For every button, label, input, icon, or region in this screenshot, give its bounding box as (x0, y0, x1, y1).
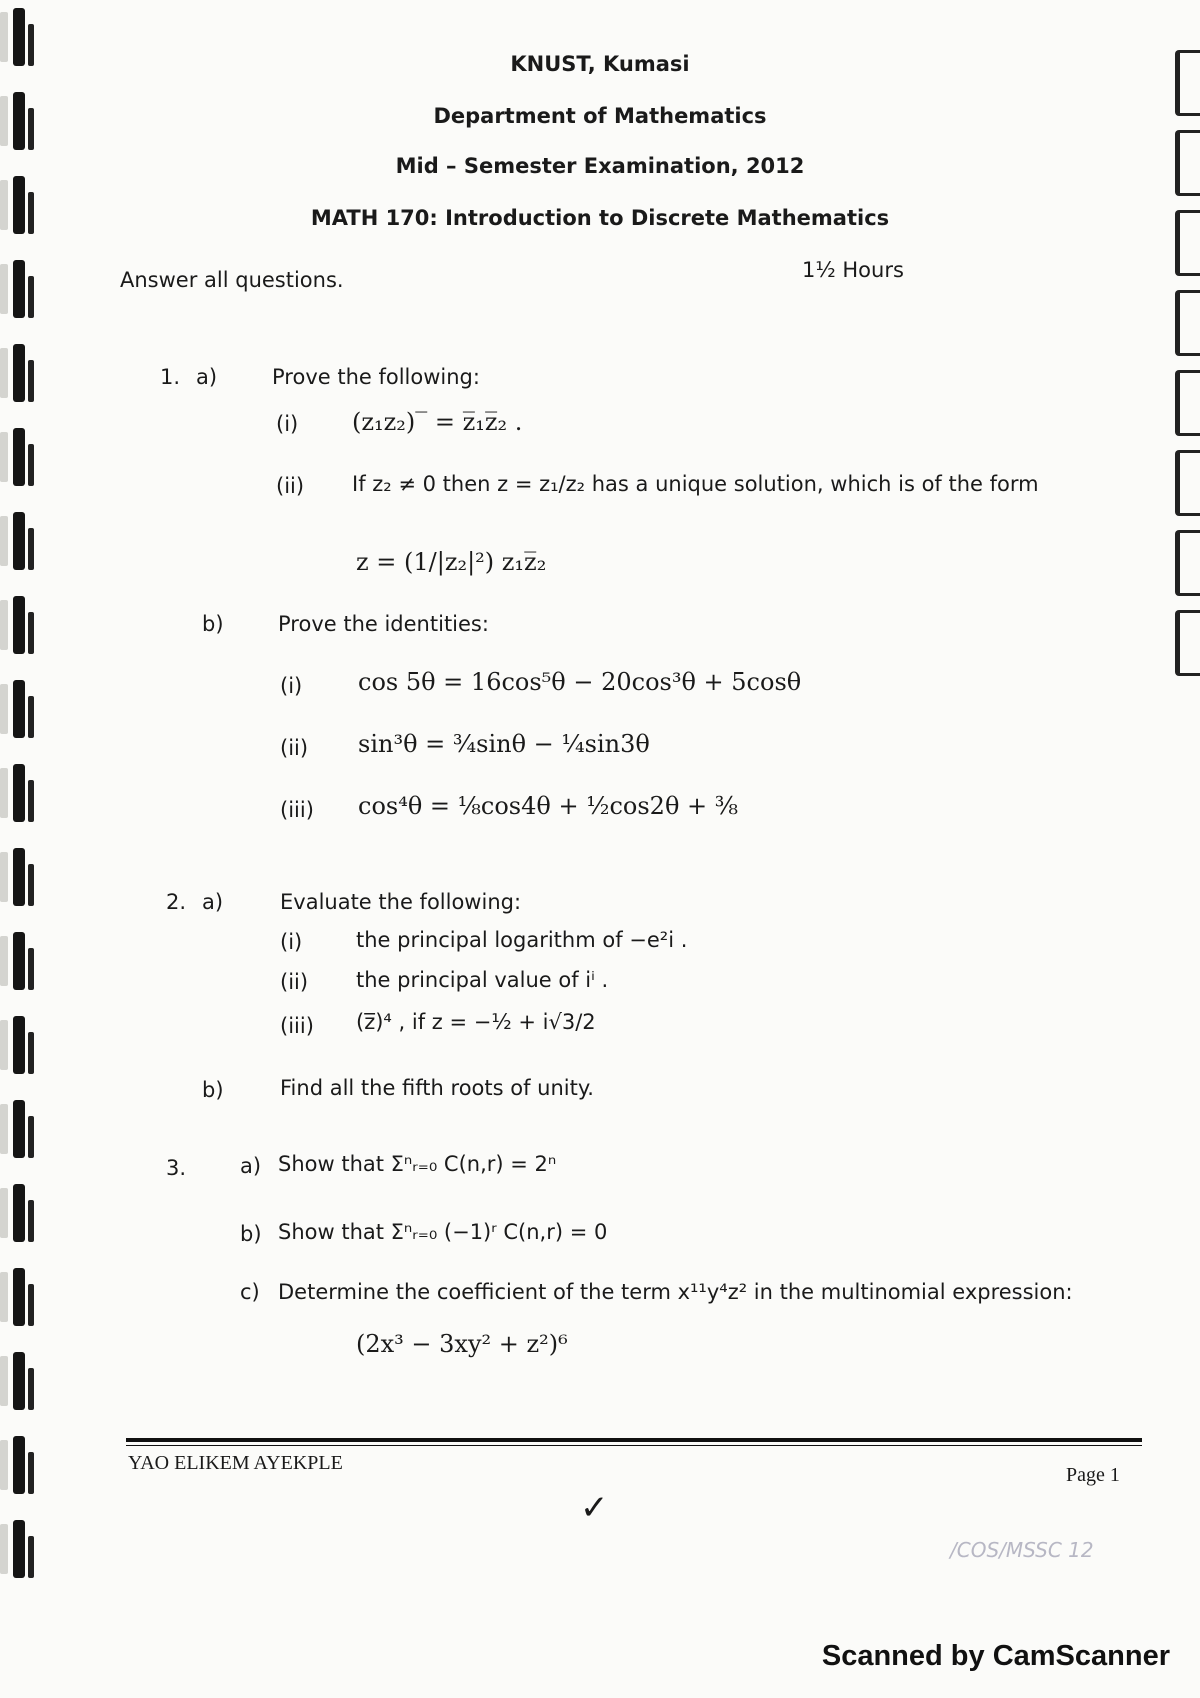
q2a-iii-text: (z̅)⁴ , if z = −½ + i√3/2 (356, 1010, 596, 1034)
reference-code: /COS/MSSC 12 (950, 1538, 1094, 1562)
footer-rule (126, 1438, 1142, 1442)
q3a-label: a) (240, 1154, 262, 1178)
q1a-ii-label: (ii) (276, 474, 305, 498)
q3b-text: Show that Σⁿᵣ₌₀ (−1)ʳ C(n,r) = 0 (278, 1220, 608, 1244)
q3c-label: c) (240, 1280, 260, 1304)
q3c-text: Determine the coefficient of the term x¹¹y⁴z² in the multinomial expression: (278, 1280, 1073, 1304)
q2a-i-text: the principal logarithm of −e²i . (356, 928, 688, 952)
duration: 1½ Hours (802, 258, 904, 282)
footer-rule-thin (126, 1445, 1142, 1446)
q2b-label: b) (202, 1078, 224, 1102)
q3-number: 3. (166, 1156, 187, 1180)
q2a-label: a) (202, 890, 224, 914)
exam-heading: Mid – Semester Examination, 2012 (395, 154, 805, 178)
author-name: YAO ELIKEM AYEKPLE (128, 1452, 343, 1474)
q2a-ii-label: (ii) (280, 970, 309, 994)
course-heading: MATH 170: Introduction to Discrete Mathematics (310, 206, 890, 230)
q1b-iii-math: cos⁴θ = ⅛cos4θ + ½cos2θ + ⅜ (358, 792, 739, 820)
q2-number: 2. (166, 890, 187, 914)
department-heading: Department of Mathematics (433, 104, 767, 128)
q1b-label: b) (202, 612, 224, 636)
q3a-text: Show that Σⁿᵣ₌₀ C(n,r) = 2ⁿ (278, 1152, 557, 1176)
q2a-stem: Evaluate the following: (280, 890, 522, 914)
left-binding-decoration (0, 0, 48, 1698)
q2a-iii-label: (iii) (280, 1014, 314, 1038)
q3c-math: (2x³ − 3xy² + z²)⁶ (356, 1330, 568, 1358)
q1-number: 1. (160, 365, 181, 389)
q3b-label: b) (240, 1222, 262, 1246)
q1a-ii-math: z = (1/|z₂|²) z₁z̅₂ (356, 548, 547, 576)
right-binding-decoration (1170, 0, 1200, 1698)
q1b-ii-label: (ii) (280, 736, 309, 760)
q1b-stem: Prove the identities: (278, 612, 489, 636)
q2a-ii-text: the principal value of iⁱ . (356, 968, 609, 992)
q1b-ii-math: sin³θ = ¾sinθ − ¼sin3θ (358, 730, 650, 758)
q1b-i-label: (i) (280, 674, 303, 698)
q2a-i-label: (i) (280, 930, 303, 954)
q1a-stem: Prove the following: (272, 365, 480, 389)
q1a-ii-text: If z₂ ≠ 0 then z = z₁/z₂ has a unique solution, which is of the form (352, 472, 1039, 496)
instructions: Answer all questions. (120, 268, 344, 292)
page-number: Page 1 (1066, 1464, 1120, 1486)
q1a-label: a) (196, 365, 218, 389)
q1b-iii-label: (iii) (280, 798, 314, 822)
q1a-i-label: (i) (276, 412, 299, 436)
camscanner-watermark: Scanned by CamScanner (821, 1640, 1170, 1672)
q2b-text: Find all the fifth roots of unity. (280, 1076, 594, 1100)
q1a-i-math: (z₁z₂)‾ = z̅₁z̅₂ . (352, 408, 523, 436)
q1b-i-math: cos 5θ = 16cos⁵θ − 20cos³θ + 5cosθ (358, 668, 802, 696)
university-heading: KNUST, Kumasi (510, 52, 690, 76)
checkmark-icon: ✓ (580, 1488, 609, 1528)
